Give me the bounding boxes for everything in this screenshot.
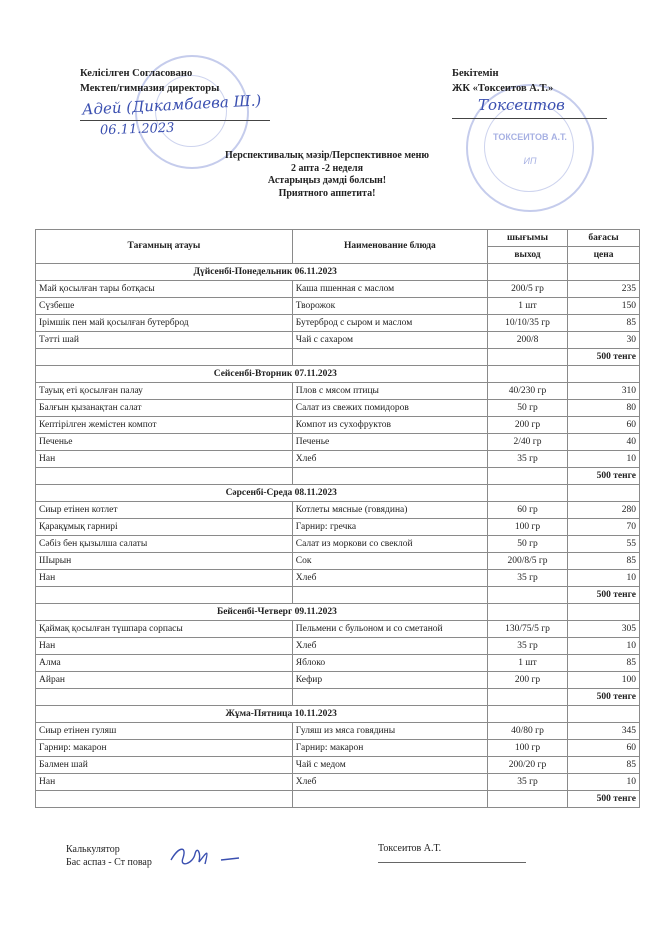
dish-price: 80: [568, 400, 640, 417]
dish-kz: Печенье: [36, 434, 293, 451]
dish-ru: Чай с сахаром: [292, 332, 487, 349]
day-date-text: 09.11.2023: [292, 606, 337, 617]
dish-kz: Балмен шай: [36, 757, 293, 774]
dish-output: 200/8/5 гр: [487, 553, 567, 570]
dish-output: 200/20 гр: [487, 757, 567, 774]
menu-table: [35, 229, 640, 808]
dish-output: 1 шт: [487, 655, 567, 672]
dish-output: 130/75/5 гр: [487, 621, 567, 638]
dish-kz: Сәбіз бен қызылша салаты: [36, 536, 293, 553]
day-date: [292, 485, 487, 502]
dish-price: 55: [568, 536, 640, 553]
day-name: Дүйсенбі-Понедельник: [36, 264, 293, 281]
dish-ru: Творожок: [292, 298, 487, 315]
table-row: [36, 281, 640, 298]
dish-price: 40: [568, 434, 640, 451]
dish-price: 85: [568, 553, 640, 570]
dish-kz: Ірімшік пен май қосылған бутерброд: [36, 315, 293, 332]
day-row-friday: [36, 706, 640, 723]
dish-ru: Хлеб: [292, 638, 487, 655]
table-row: [36, 451, 640, 468]
table-row: [36, 774, 640, 791]
day-total: 500 тенге: [568, 587, 640, 604]
dish-ru: Печенье: [292, 434, 487, 451]
dish-kz: Алма: [36, 655, 293, 672]
dish-output: 1 шт: [487, 298, 567, 315]
dish-output: 40/230 гр: [487, 383, 567, 400]
table-row: [36, 621, 640, 638]
day-date: [292, 706, 487, 723]
footer-signatory-right: Токсеитов А.Т.: [378, 843, 442, 854]
approval-right-line1: Бекітемін: [452, 68, 499, 79]
table-row: [36, 298, 640, 315]
approval-block-right: [452, 66, 553, 96]
day-date: [292, 604, 487, 621]
day-date-text: 06.11.2023: [292, 266, 337, 277]
dish-ru: Яблоко: [292, 655, 487, 672]
dish-price: 345: [568, 723, 640, 740]
title-line-2: 2 апта -2 неделя: [290, 162, 364, 174]
dish-price: 100: [568, 672, 640, 689]
dish-kz: Тауық еті қосылған палау: [36, 383, 293, 400]
day-date: [292, 366, 487, 383]
dish-output: 60 гр: [487, 502, 567, 519]
footer-calculator-label: Калькулятор: [66, 844, 120, 855]
dish-ru: Салат из моркови со свеклой: [292, 536, 487, 553]
dish-price: 10: [568, 638, 640, 655]
dish-output: 50 гр: [487, 400, 567, 417]
approval-block-left: [80, 66, 219, 96]
dish-kz: Айран: [36, 672, 293, 689]
dish-ru: Кефир: [292, 672, 487, 689]
dish-kz: Нан: [36, 451, 293, 468]
day-row-thursday: [36, 604, 640, 621]
total-row: [36, 349, 640, 366]
dish-kz: Шырын: [36, 553, 293, 570]
col-header-output-kz: шығымы: [487, 230, 567, 247]
dish-ru: Бутерброд с сыром и маслом: [292, 315, 487, 332]
table-row: [36, 519, 640, 536]
dish-price: 60: [568, 417, 640, 434]
dish-ru: Салат из свежих помидоров: [292, 400, 487, 417]
dish-output: 200 гр: [487, 672, 567, 689]
table-row: [36, 502, 640, 519]
dish-kz: Май қосылған тары ботқасы: [36, 281, 293, 298]
col-header-output-ru: выход: [487, 247, 567, 264]
dish-price: 235: [568, 281, 640, 298]
dish-kz: Қаймақ қосылған түшпара сорпасы: [36, 621, 293, 638]
dish-price: 305: [568, 621, 640, 638]
dish-ru: Хлеб: [292, 570, 487, 587]
dish-ru: Каша пшенная с маслом: [292, 281, 487, 298]
day-name: Бейсенбі-Четверг: [36, 604, 293, 621]
dish-output: 100 гр: [487, 519, 567, 536]
col-header-ru: Наименование блюда: [292, 230, 487, 264]
dish-price: 70: [568, 519, 640, 536]
chef-signature-icon: [165, 842, 255, 877]
footer-signature-line: [378, 862, 526, 863]
day-total: 500 тенге: [568, 689, 640, 706]
title-line-1: Перспективалық мәзір/Перспективное меню: [224, 150, 429, 161]
dish-price: 85: [568, 655, 640, 672]
day-total: 500 тенге: [568, 349, 640, 366]
dish-price: 85: [568, 315, 640, 332]
day-name: Сейсенбі-Вторник: [36, 366, 293, 383]
dish-price: 310: [568, 383, 640, 400]
dish-kz: Кептірілген жемістен компот: [36, 417, 293, 434]
dish-output: 100 гр: [487, 740, 567, 757]
dish-ru: Гарнир: гречка: [292, 519, 487, 536]
table-row: [36, 417, 640, 434]
stamp-name: ТОКСЕИТОВ А.Т.: [493, 132, 567, 142]
dish-price: 10: [568, 570, 640, 587]
director-signature: Адей (Дикамбаева Ш.): [81, 91, 262, 119]
dish-price: 85: [568, 757, 640, 774]
day-total: 500 тенге: [568, 468, 640, 485]
dish-ru: Гуляш из мяса говядины: [292, 723, 487, 740]
table-row: [36, 757, 640, 774]
signature-line-right: [452, 118, 607, 119]
day-total: 500 тенге: [568, 791, 640, 808]
table-row: [36, 400, 640, 417]
total-row: [36, 791, 640, 808]
day-name: Сәрсенбі-Среда: [36, 485, 293, 502]
dish-output: 35 гр: [487, 638, 567, 655]
title-line-4: Приятного аппетита!: [278, 187, 376, 199]
total-row: [36, 689, 640, 706]
table-row: [36, 672, 640, 689]
table-row: [36, 383, 640, 400]
dish-kz: Балғын қызанақтан салат: [36, 400, 293, 417]
dish-price: 280: [568, 502, 640, 519]
approval-left-line1: Келісілген Согласовано: [80, 68, 193, 79]
table-row: [36, 740, 640, 757]
page-title: [0, 150, 654, 200]
dish-kz: Қарақұмық гарнирі: [36, 519, 293, 536]
day-row-wednesday: [36, 485, 640, 502]
dish-output: 35 гр: [487, 570, 567, 587]
approval-right-line2: ЖК «Токсеитов А.Т.»: [452, 83, 554, 94]
dish-output: 200/8: [487, 332, 567, 349]
dish-ru: Компот из сухофруктов: [292, 417, 487, 434]
dish-output: 50 гр: [487, 536, 567, 553]
table-row: [36, 315, 640, 332]
footer-chef-label: Бас аспаз - Ст повар: [66, 857, 152, 868]
day-row-tuesday: [36, 366, 640, 383]
dish-output: 35 гр: [487, 451, 567, 468]
dish-price: 10: [568, 774, 640, 791]
day-date-text: 10.11.2023: [292, 708, 337, 719]
table-row: [36, 553, 640, 570]
dish-ru: Хлеб: [292, 451, 487, 468]
dish-kz: Тәтті шай: [36, 332, 293, 349]
dish-output: 200/5 гр: [487, 281, 567, 298]
table-row: [36, 638, 640, 655]
dish-ru: Сок: [292, 553, 487, 570]
col-header-kz: Тағамның атауы: [36, 230, 293, 264]
day-date-text: 07.11.2023: [292, 368, 337, 379]
dish-output: 35 гр: [487, 774, 567, 791]
dish-price: 10: [568, 451, 640, 468]
owner-signature: Токсеитов: [478, 96, 565, 114]
dish-price: 30: [568, 332, 640, 349]
signature-line-left: [80, 120, 270, 121]
col-header-price-ru: цена: [568, 247, 640, 264]
approval-left-line2: Мектеп/гимназия директоры: [80, 83, 220, 94]
dish-output: 40/80 гр: [487, 723, 567, 740]
table-row: [36, 536, 640, 553]
dish-kz: Сиыр етінен гуляш: [36, 723, 293, 740]
table-row: [36, 434, 640, 451]
dish-kz: Нан: [36, 570, 293, 587]
dish-price: 150: [568, 298, 640, 315]
day-name: Жұма-Пятница: [36, 706, 293, 723]
table-row: [36, 723, 640, 740]
header-row: [36, 230, 640, 247]
dish-kz: Гарнир: макарон: [36, 740, 293, 757]
dish-ru: Гарнир: макарон: [292, 740, 487, 757]
dish-output: 200 гр: [487, 417, 567, 434]
day-date-text: 08.11.2023: [292, 487, 337, 498]
dish-kz: Нан: [36, 774, 293, 791]
footer-signatory-left: [66, 843, 152, 869]
dish-output: 10/10/35 гр: [487, 315, 567, 332]
dish-kz: Сиыр етінен котлет: [36, 502, 293, 519]
dish-ru: Котлеты мясные (говядина): [292, 502, 487, 519]
table-row: [36, 332, 640, 349]
col-header-price-kz: бағасы: [568, 230, 640, 247]
dish-ru: Пельмени с бульоном и со сметаной: [292, 621, 487, 638]
day-row-monday: [36, 264, 640, 281]
total-row: [36, 587, 640, 604]
approval-date: 06.11.2023: [99, 120, 175, 139]
dish-ru: Чай с медом: [292, 757, 487, 774]
dish-output: 2/40 гр: [487, 434, 567, 451]
dish-kz: Сүзбеше: [36, 298, 293, 315]
stamp-sub: ИП: [523, 156, 537, 166]
day-date: [292, 264, 487, 281]
total-row: [36, 468, 640, 485]
dish-price: 60: [568, 740, 640, 757]
table-row: [36, 655, 640, 672]
title-line-3: Астарыңыз дәмді болсын!: [267, 175, 387, 186]
dish-ru: Плов с мясом птицы: [292, 383, 487, 400]
table-row: [36, 570, 640, 587]
dish-ru: Хлеб: [292, 774, 487, 791]
dish-kz: Нан: [36, 638, 293, 655]
